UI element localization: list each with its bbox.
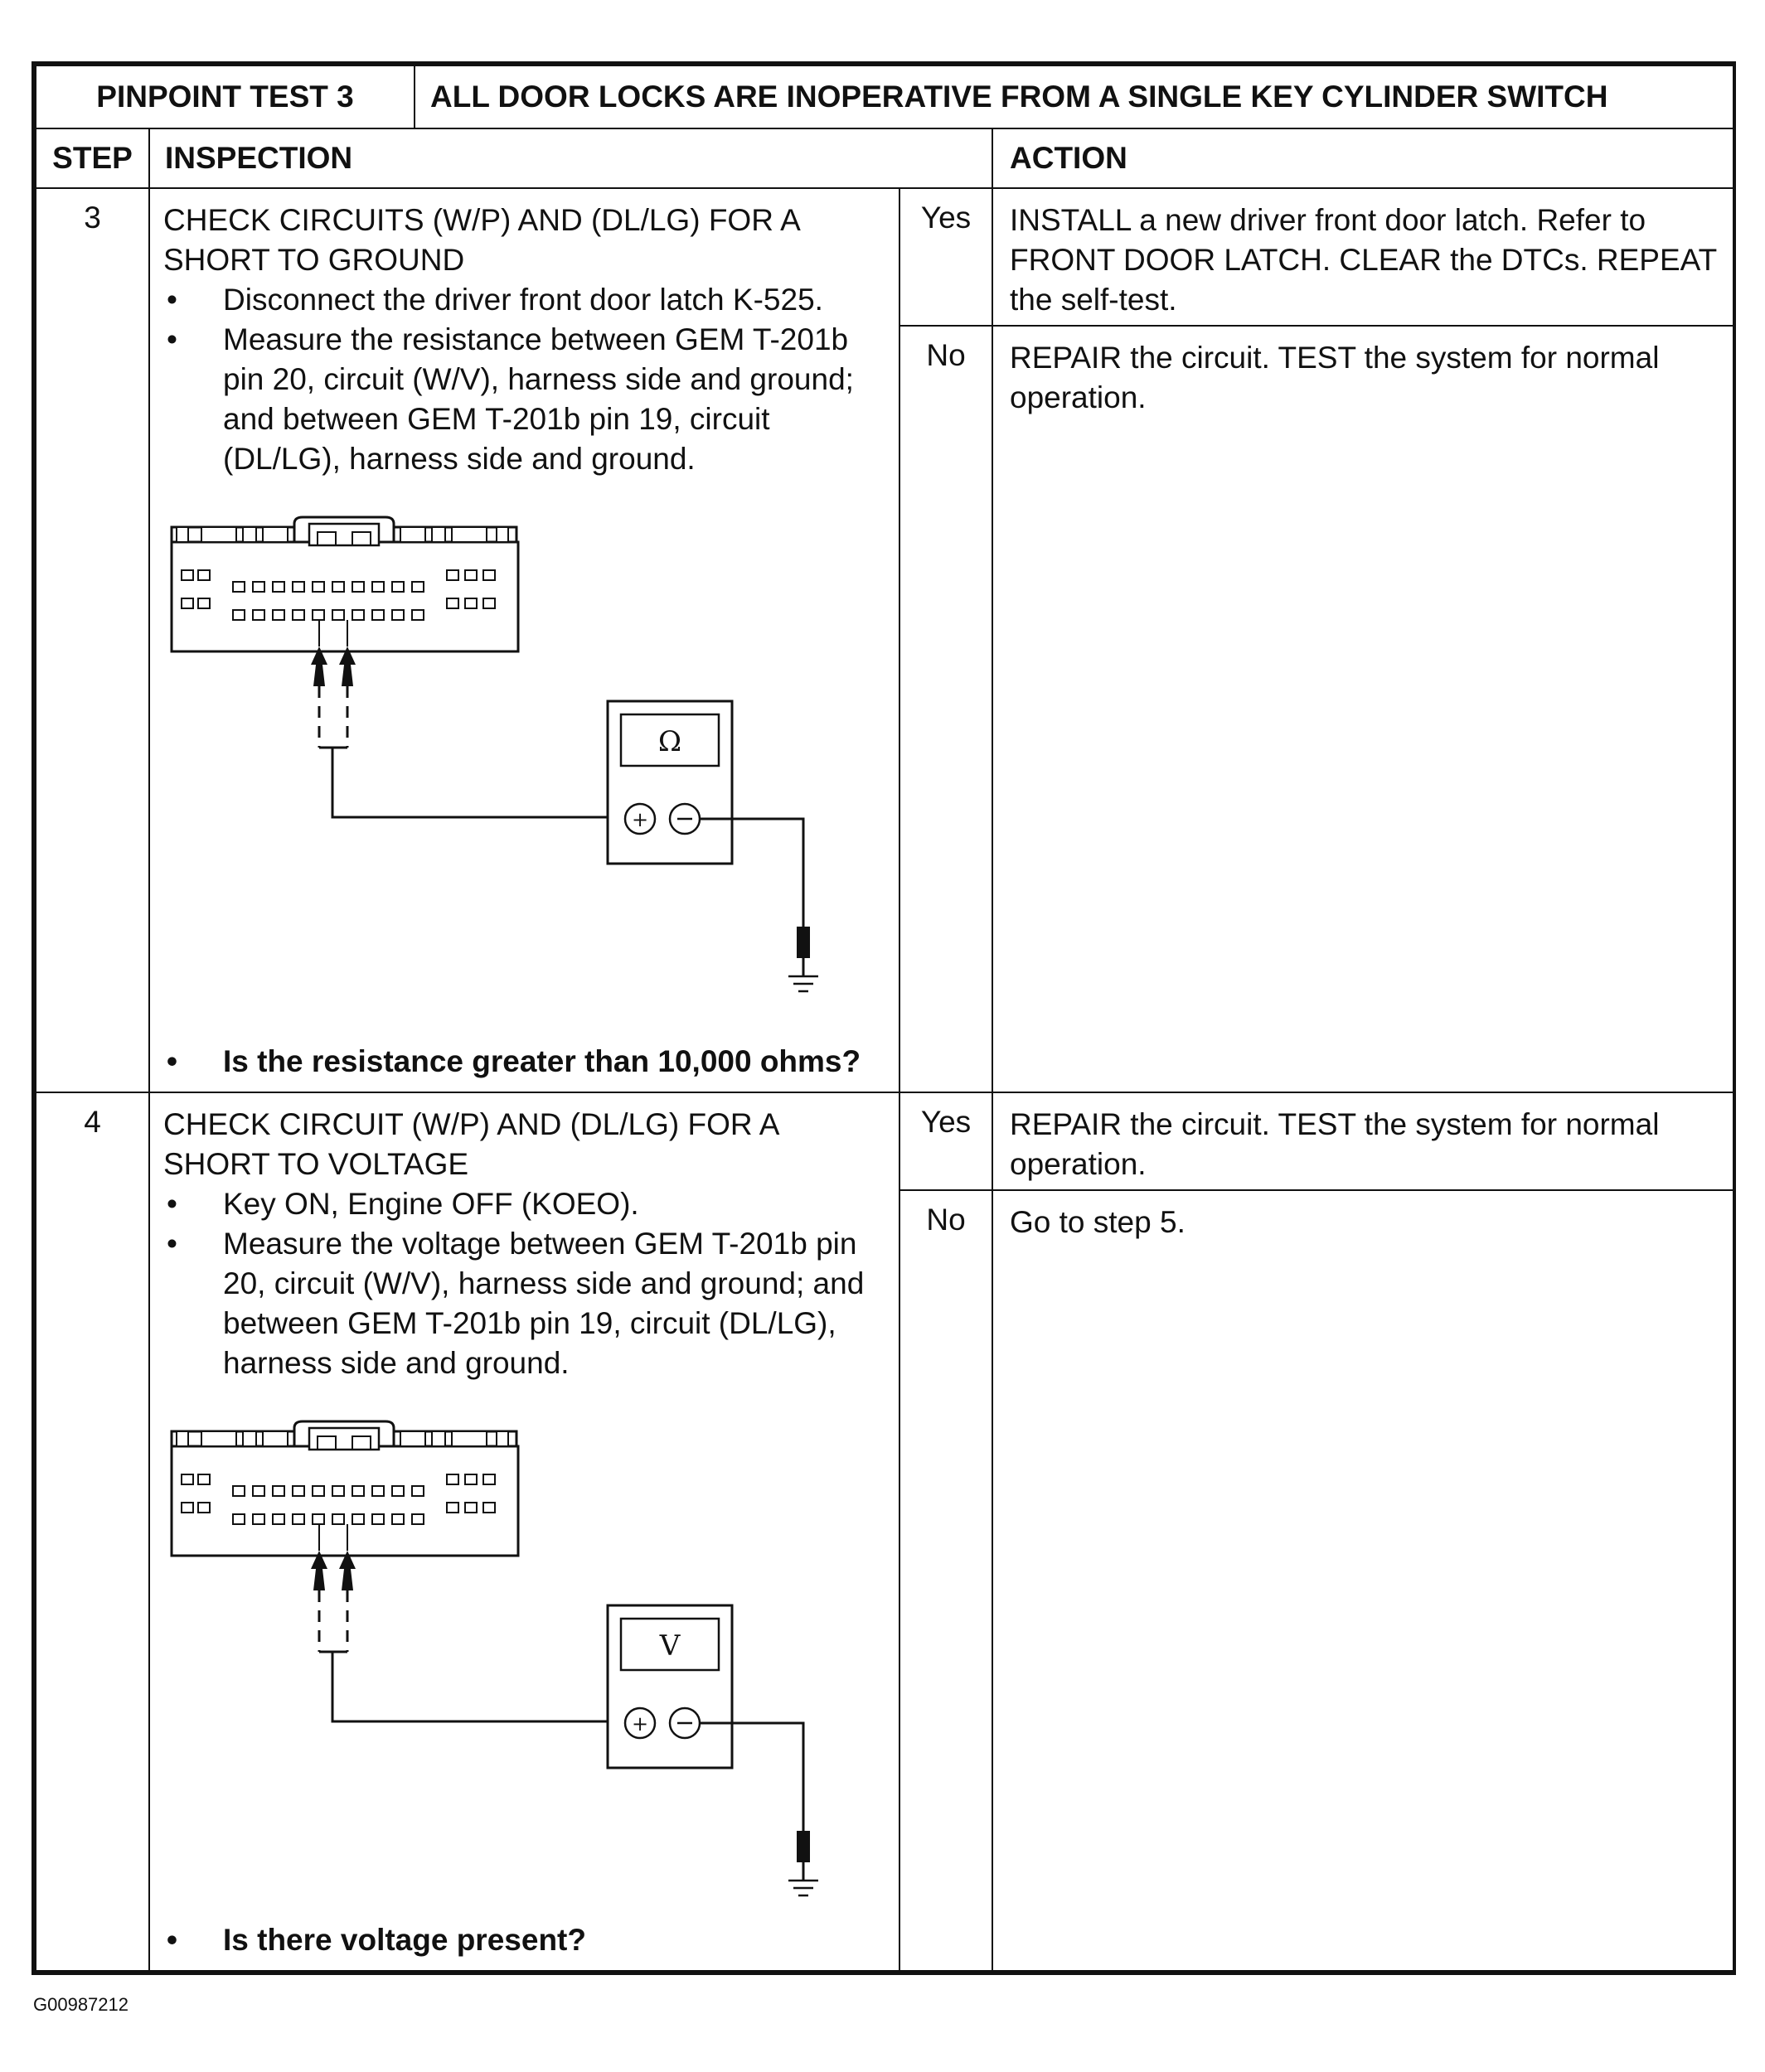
voltmeter-test-diagram xyxy=(163,1416,827,1897)
ohmmeter-test-diagram xyxy=(163,512,827,993)
bullet-item: • Key ON, Engine OFF (KOEO). xyxy=(163,1184,889,1224)
no-label: No xyxy=(899,326,992,1092)
step-number: 4 xyxy=(36,1092,149,1971)
step-heading: CHECK CIRCUITS (W/P) AND (DL/LG) FOR A SHORT TO GROUND xyxy=(163,203,799,277)
step-4-yes-row xyxy=(36,1092,1733,1190)
step-bullets xyxy=(163,280,889,479)
step-bullets xyxy=(163,1184,889,1383)
pinpoint-test-table xyxy=(35,65,1734,1972)
no-label: No xyxy=(899,1190,992,1971)
figure-id: G00987212 xyxy=(33,1994,128,2015)
bullet-item: • Measure the resistance between GEM T-201b pin 20, circuit (W/V), harness side and ground; and between GEM T-201b pin 19, circuit (DL/LG), harness side and ground. xyxy=(163,320,889,479)
meter-symbol: Ω xyxy=(657,725,682,758)
question-wrap xyxy=(163,1920,889,1960)
header-row xyxy=(36,128,1733,188)
yes-action: REPAIR the circuit. TEST the system for normal operation. xyxy=(992,1092,1733,1190)
title-row xyxy=(36,65,1733,128)
header-inspection: INSPECTION xyxy=(149,128,992,188)
header-action: ACTION xyxy=(992,128,1733,188)
step-question: • Is there voltage present? xyxy=(163,1920,889,1960)
yes-action: INSTALL a new driver front door latch. Refer to FRONT DOOR LATCH. CLEAR the DTCs. REPEAT the self-test. xyxy=(992,188,1733,326)
header-step: STEP xyxy=(36,128,149,188)
step-question: • Is the resistance greater than 10,000 ohms? xyxy=(163,1042,889,1082)
test-description: ALL DOOR LOCKS ARE INOPERATIVE FROM A SINGLE KEY CYLINDER SWITCH xyxy=(415,65,1733,128)
step-3-inspection xyxy=(149,188,899,1092)
yes-label: Yes xyxy=(899,1092,992,1190)
bullet-item: • Disconnect the driver front door latch K-525. xyxy=(163,280,889,320)
no-action: Go to step 5. xyxy=(992,1190,1733,1971)
bullet-item: • Measure the voltage between GEM T-201b pin 20, circuit (W/V), harness side and ground; and between GEM T-201b pin 19, circuit (DL/LG), harness side and ground. xyxy=(163,1224,889,1383)
question-wrap xyxy=(163,1042,889,1082)
step-4-inspection xyxy=(149,1092,899,1971)
no-action: REPAIR the circuit. TEST the system for normal operation. xyxy=(992,326,1733,1092)
step-heading: CHECK CIRCUIT (W/P) AND (DL/LG) FOR A SHORT TO VOLTAGE xyxy=(163,1107,778,1181)
pinpoint-test-document xyxy=(32,61,1736,1975)
meter-symbol: V xyxy=(659,1629,681,1663)
step-number: 3 xyxy=(36,188,149,1092)
test-title: PINPOINT TEST 3 xyxy=(36,65,415,128)
yes-label: Yes xyxy=(899,188,992,326)
step-3-yes-row xyxy=(36,188,1733,326)
